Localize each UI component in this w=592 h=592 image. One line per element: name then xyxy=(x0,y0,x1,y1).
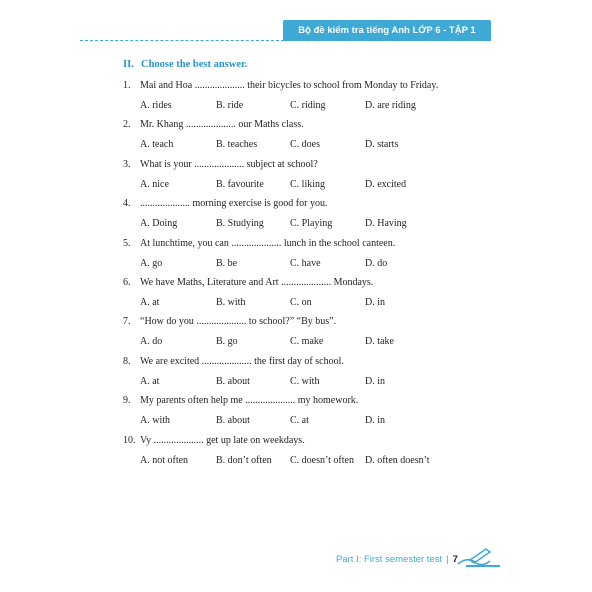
question-text: We have Maths, Literature and Art .................... Mondays. xyxy=(140,277,374,288)
option-c: C. with xyxy=(290,375,320,387)
section-number: II. xyxy=(123,59,134,70)
question-text: We are excited .................... the first day of school. xyxy=(140,355,344,367)
option-a: A. go xyxy=(140,257,163,269)
question-text: At lunchtime, you can .................... lunch in the school canteen. xyxy=(140,237,396,249)
option-c: C. riding xyxy=(290,100,326,111)
section-heading xyxy=(123,59,247,70)
option-b: B. about xyxy=(216,415,250,427)
page-number: 7 xyxy=(452,554,458,565)
question-number: 5. xyxy=(123,237,131,249)
option-d: D. do xyxy=(365,257,388,269)
option-c: C. liking xyxy=(290,178,326,190)
option-a: A. at xyxy=(140,297,160,308)
option-d: D. in xyxy=(365,297,385,308)
question-2 xyxy=(123,119,304,130)
option-b: B. go xyxy=(216,336,238,348)
option-d: D. starts xyxy=(365,139,399,151)
option-d: D. in xyxy=(365,415,385,427)
question-10 xyxy=(123,435,305,446)
question-number: 3. xyxy=(123,158,131,170)
question-number: 1. xyxy=(123,80,131,91)
option-a: A. Doing xyxy=(140,218,178,230)
option-a: A. teach xyxy=(140,139,174,151)
option-b: B. ride xyxy=(216,100,244,111)
section-title: Choose the best answer. xyxy=(141,59,248,70)
question-number: 9. xyxy=(123,395,131,407)
option-b: B. teaches xyxy=(216,139,258,151)
option-d: D. take xyxy=(365,336,394,348)
option-c: C. doesn’t often xyxy=(290,454,354,466)
question-text: “How do you .................... to school?” “By bus”. xyxy=(140,316,337,328)
option-a: A. nice xyxy=(140,178,169,190)
option-c: C. on xyxy=(290,297,312,308)
option-d: D. in xyxy=(365,375,385,387)
option-c: C. does xyxy=(290,139,320,151)
question-7 xyxy=(123,316,336,327)
question-number: 2. xyxy=(123,119,131,131)
question-6 xyxy=(123,277,373,288)
question-text: What is your .................... subject at school? xyxy=(140,158,318,170)
question-9 xyxy=(123,395,358,406)
option-b: B. favourite xyxy=(216,178,264,190)
question-text: Vy .................... get up late on weekdays. xyxy=(140,434,305,446)
option-a: A. do xyxy=(140,336,163,348)
option-c: C. at xyxy=(290,415,309,427)
question-text: My parents often help me .................... my homework. xyxy=(140,395,359,407)
question-text: Mr. Khang .................... our Maths class. xyxy=(140,119,304,131)
question-number: 8. xyxy=(123,355,131,367)
question-number: 10. xyxy=(123,434,136,446)
footer-part-label: Part I: First semester test xyxy=(336,554,443,565)
option-c: C. have xyxy=(290,257,321,269)
question-number: 6. xyxy=(123,277,131,288)
option-d: D. Having xyxy=(365,218,407,230)
option-d: D. are riding xyxy=(365,100,416,111)
option-d: D. often doesn’t xyxy=(365,454,430,466)
option-b: B. Studying xyxy=(216,218,264,230)
option-a: A. not often xyxy=(140,454,189,466)
footer-separator: | xyxy=(446,554,449,565)
question-number: 4. xyxy=(123,198,131,210)
question-text: .................... morning exercise is good for you. xyxy=(140,198,328,210)
option-a: A. at xyxy=(140,375,160,387)
pen-writing-icon xyxy=(456,546,502,568)
option-c: C. make xyxy=(290,336,324,348)
footer xyxy=(336,554,458,565)
question-3 xyxy=(123,159,318,170)
option-c: C. Playing xyxy=(290,218,333,230)
option-b: B. be xyxy=(216,257,238,269)
question-number: 7. xyxy=(123,316,131,328)
question-8 xyxy=(123,356,344,367)
question-text: Mai and Hoa .................... their bicycles to school from Monday to Friday. xyxy=(140,80,439,91)
option-a: A. with xyxy=(140,415,170,427)
question-1 xyxy=(123,80,438,91)
option-d: D. excited xyxy=(365,178,407,190)
option-b: B. about xyxy=(216,375,250,387)
option-b: B. with xyxy=(216,297,246,308)
option-b: B. don’t often xyxy=(216,454,272,466)
question-4 xyxy=(123,198,327,209)
book-title: Bộ đề kiểm tra tiếng Anh LỚP 6 - TẬP 1 xyxy=(283,20,491,41)
option-a: A. rides xyxy=(140,100,172,111)
question-5 xyxy=(123,238,395,249)
